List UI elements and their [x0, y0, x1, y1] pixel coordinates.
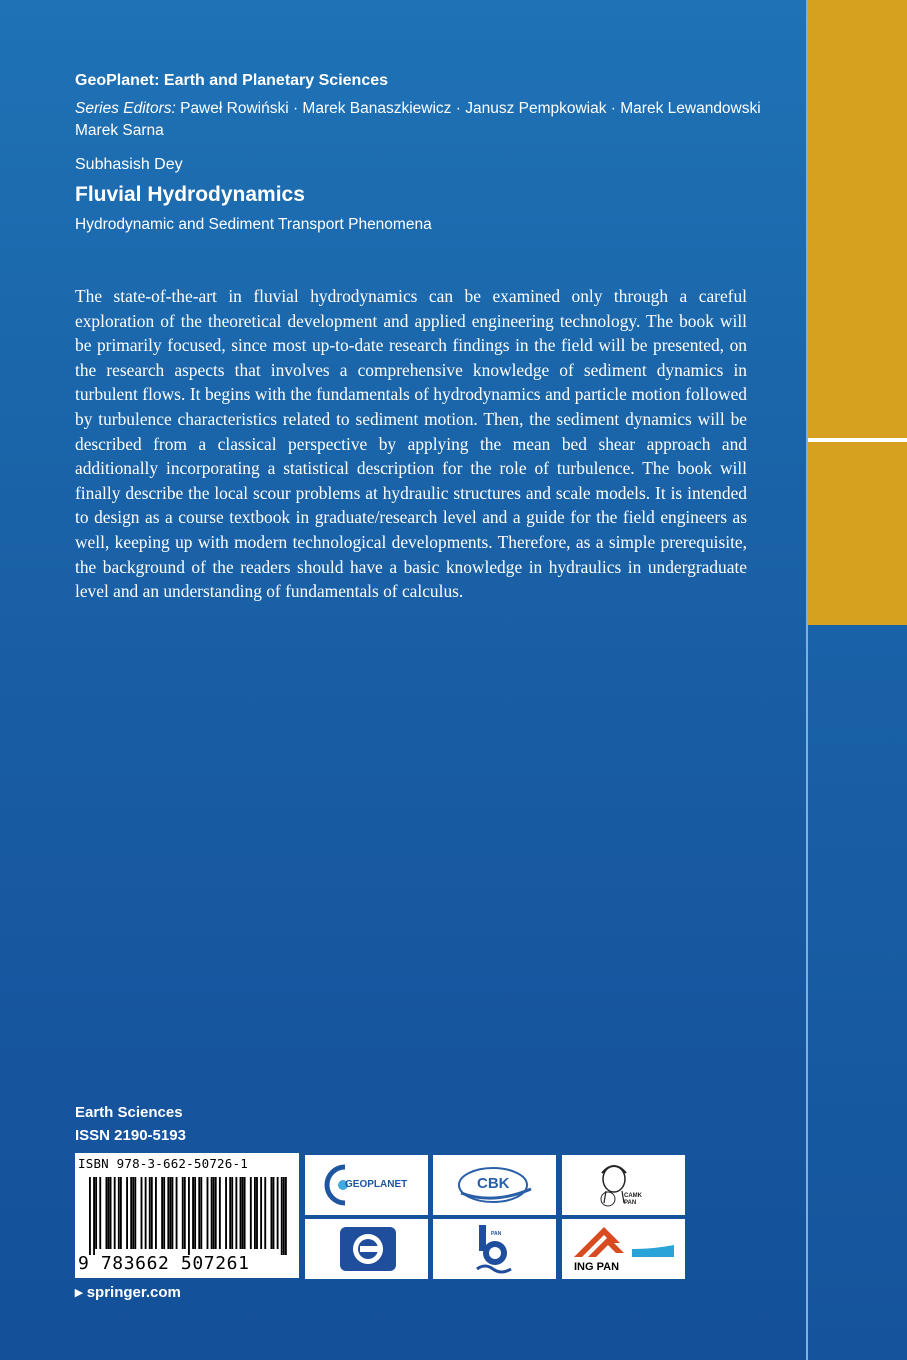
barcode-bar — [264, 1177, 266, 1249]
barcode-bar — [215, 1177, 217, 1249]
barcode-bar — [134, 1177, 136, 1249]
spine-gold-band — [808, 0, 907, 625]
barcode-bar — [231, 1177, 233, 1249]
ing-pan-logo — [562, 1219, 685, 1279]
spine-white-line — [808, 438, 907, 442]
barcode-bar — [118, 1177, 120, 1249]
barcode-bar — [145, 1177, 147, 1249]
publisher-link[interactable]: ▸ springer.com — [75, 1284, 181, 1301]
spine-divider — [806, 0, 808, 1360]
barcode-bar — [120, 1177, 122, 1249]
isbn-text: ISBN 978-3-662-50726-1 — [78, 1156, 248, 1171]
camk-logo-text: CAMK PAN — [624, 1193, 642, 1206]
barcode-bar — [242, 1177, 244, 1249]
barcode-bar — [200, 1177, 202, 1249]
barcode-bar — [176, 1177, 178, 1249]
barcode-bar — [130, 1177, 132, 1249]
barcode-bar — [194, 1177, 196, 1249]
barcode-bar — [250, 1177, 252, 1249]
barcode-bar — [184, 1177, 186, 1249]
barcode-bar — [161, 1177, 163, 1249]
barcode-bar — [106, 1177, 108, 1249]
barcode-bars — [89, 1177, 287, 1255]
barcode-bar — [89, 1177, 91, 1255]
barcode-bar — [277, 1177, 279, 1249]
book-subtitle: Hydrodynamic and Sediment Transport Phenomena — [75, 216, 432, 233]
barcode-bar — [283, 1177, 285, 1255]
barcode-bar — [108, 1177, 110, 1249]
barcode-bar — [132, 1177, 134, 1249]
iopan-logo — [433, 1219, 556, 1279]
barcode-digits: 9 783662 507261 — [78, 1253, 250, 1274]
barcode-bar — [281, 1177, 283, 1255]
camk-logo — [562, 1155, 685, 1215]
barcode-bar — [244, 1177, 246, 1249]
barcode-bar — [271, 1177, 273, 1249]
author: Subhasish Dey — [75, 156, 183, 173]
barcode-bar — [110, 1177, 112, 1249]
barcode-bar — [240, 1177, 242, 1249]
cbk-logo-text: CBK — [477, 1175, 510, 1192]
book-title: Fluvial Hydrodynamics — [75, 183, 305, 206]
barcode-bar — [155, 1177, 157, 1249]
barcode-bar — [114, 1177, 116, 1249]
barcode-bar — [99, 1177, 101, 1249]
series-editors-names: Paweł Rowiński · Marek Banaszkiewicz · Janusz Pempkowiak · Marek Lewandowski Marek Sarna — [75, 100, 761, 139]
barcode-bar — [167, 1177, 169, 1249]
barcode-bar — [198, 1177, 200, 1249]
barcode-bar — [95, 1177, 97, 1249]
barcode-bar — [192, 1177, 194, 1249]
barcode-bar — [229, 1177, 231, 1249]
series-title: GeoPlanet: Earth and Planetary Sciences — [75, 72, 389, 89]
barcode-bar — [149, 1177, 151, 1249]
barcode-bar — [254, 1177, 256, 1249]
barcode — [75, 1153, 299, 1278]
barcode-bar — [213, 1177, 215, 1249]
barcode-bar — [225, 1177, 227, 1249]
iopan-logo-text: PAN — [491, 1231, 502, 1237]
book-description: The state-of-the-art in fluvial hydrodynamics can be examined only through a careful exploration of the theoretical development and applied engineering technology. The book will be primarily focused, since most up-to-date research findings in the field will be presented, on the research aspects that involves a comprehensive knowledge of sediment dynamics in turbulent flows. It begins with the fundamentals of hydrodynamics and particle motion followed by turbulence characteristics related to sediment motion. Then, the sediment dynamics will be described from a classical perspective by applying the mean bed shear approach and additionally incorporating a statistical description for the role of turbulence. The book will finally describe the local scour problems at hydraulic structures and scale models. It is intended to design as a course textbook in graduate/research level and a guide for the field engineers as well, keeping up with modern technological developments. Therefore, as a simple prerequisite, the background of the readers should have a basic knowledge in hydraulics in undergraduate level and an understanding of fundamentals of calculus. — [75, 286, 747, 602]
geoplanet-logo-text: GEOPLANET — [345, 1179, 408, 1190]
subject-category: Earth Sciences — [75, 1104, 183, 1121]
barcode-bar — [188, 1177, 190, 1255]
barcode-bar — [235, 1177, 237, 1249]
barcode-bar — [219, 1177, 221, 1249]
ig-pan-logo — [305, 1219, 428, 1279]
barcode-bar — [256, 1177, 258, 1249]
barcode-bar — [211, 1177, 213, 1249]
iopan-logo-icon — [433, 1219, 556, 1279]
barcode-bar — [172, 1177, 174, 1249]
barcode-bar — [169, 1177, 171, 1249]
barcode-bar — [207, 1177, 209, 1249]
ing-pan-logo-text: ING PAN — [574, 1261, 620, 1273]
geoplanet-logo — [305, 1155, 428, 1215]
barcode-bar — [260, 1177, 262, 1249]
barcode-bar — [126, 1177, 128, 1249]
barcode-bar — [273, 1177, 275, 1249]
cbk-logo — [433, 1155, 556, 1215]
barcode-bar — [182, 1177, 184, 1249]
barcode-bar — [163, 1177, 165, 1249]
issn: ISSN 2190-5193 — [75, 1127, 186, 1144]
series-editors — [75, 98, 775, 142]
ig-pan-logo-icon — [305, 1219, 428, 1279]
series-editors-label: Series Editors: — [75, 100, 176, 117]
barcode-bar — [141, 1177, 143, 1249]
barcode-bar — [151, 1177, 153, 1249]
barcode-bar — [285, 1177, 287, 1255]
barcode-bar — [93, 1177, 95, 1255]
